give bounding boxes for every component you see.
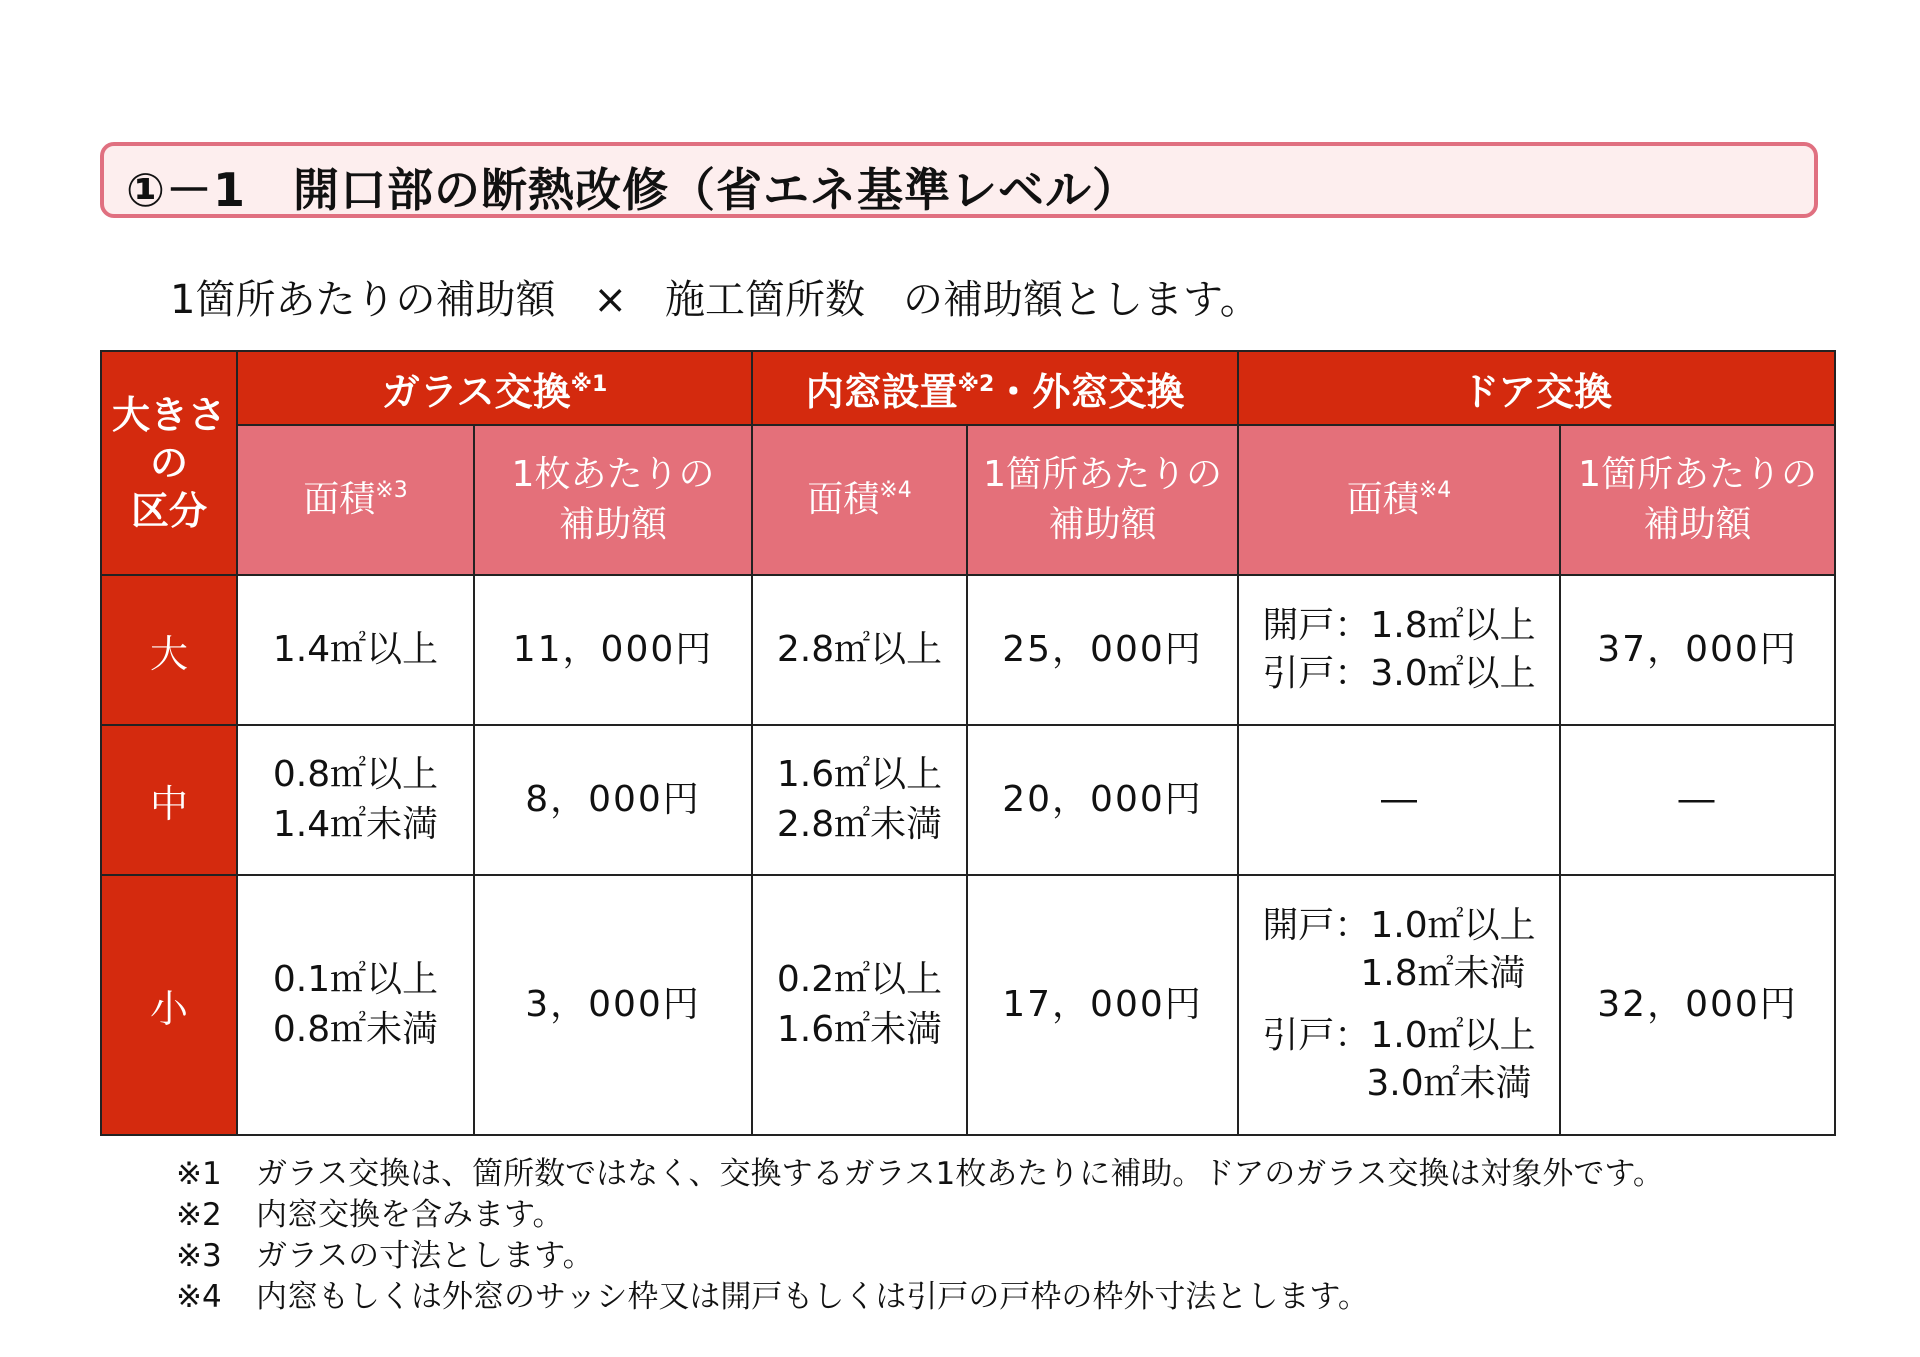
size-category-header: 大きさ の 区分	[101, 351, 237, 575]
subtitle-part1: 1箇所あたりの補助額	[170, 277, 556, 323]
footnote: ※3 ガラスの寸法とします。	[176, 1238, 594, 1274]
size-label-small: 小	[101, 875, 237, 1135]
size-label-medium: 中	[101, 725, 237, 875]
group-header-door: ドア交換	[1238, 351, 1835, 425]
subsidy-table	[100, 350, 1836, 1136]
glass-area-cell: 0.1㎡以上 0.8㎡未満	[237, 875, 474, 1135]
subheader-window-amount: 1箇所あたりの 補助額	[967, 425, 1238, 575]
door-area-cell: 開戸：1.8㎡以上 引戸：3.0㎡以上	[1238, 575, 1560, 725]
subheader-window-area: 面積$^{※4}$	[752, 425, 967, 575]
footnote: ※4 内窓もしくは外窓のサッシ枠又は開戸もしくは引戸の戸枠の枠外寸法とします。	[176, 1279, 1369, 1315]
table-row	[101, 875, 1835, 1135]
size-label-large: 大	[101, 575, 237, 725]
glass-area-cell: 1.4㎡以上	[237, 575, 474, 725]
window-area-cell: 2.8㎡以上	[752, 575, 967, 725]
footnote: ※1 ガラス交換は、箇所数ではなく、交換するガラス1枚あたりに補助。ドアのガラス交換は対象外です。	[176, 1156, 1664, 1192]
window-amount-cell: 25，000円	[967, 575, 1238, 725]
page-title: ①－1 開口部の断熱改修（省エネ基準レベル）	[126, 163, 1139, 217]
window-amount-cell: 20，000円	[967, 725, 1238, 875]
door-amount-cell: ―	[1560, 725, 1835, 875]
subheader-glass-amount: 1枚あたりの 補助額	[474, 425, 752, 575]
table-row	[101, 725, 1835, 875]
group-header-window: 内窓設置$^{※2}$・外窓交換	[752, 351, 1238, 425]
subheader-door-amount: 1箇所あたりの 補助額	[1560, 425, 1835, 575]
glass-area-cell: 0.8㎡以上 1.4㎡未満	[237, 725, 474, 875]
door-amount-cell: 37，000円	[1560, 575, 1835, 725]
subtitle-times: ×	[593, 277, 627, 323]
subheader-door-area: 面積$^{※4}$	[1238, 425, 1560, 575]
window-area-cell: 0.2㎡以上 1.6㎡未満	[752, 875, 967, 1135]
table-row	[101, 575, 1835, 725]
window-area-cell: 1.6㎡以上 2.8㎡未満	[752, 725, 967, 875]
glass-amount-cell: 8，000円	[474, 725, 752, 875]
door-amount-cell: 32，000円	[1560, 875, 1835, 1135]
footnotes	[176, 1154, 1664, 1318]
door-area-cell: 開戸：1.0㎡以上 1.8㎡未満 引戸：1.0㎡以上 3.0㎡未満	[1238, 875, 1560, 1135]
group-header-glass: ガラス交換$^{※1}$	[237, 351, 752, 425]
subheader-glass-area: 面積$^{※3}$	[237, 425, 474, 575]
title-banner	[100, 142, 1818, 218]
glass-amount-cell: 3，000円	[474, 875, 752, 1135]
subtitle	[170, 268, 1260, 325]
window-amount-cell: 17，000円	[967, 875, 1238, 1135]
footnote: ※2 内窓交換を含みます。	[176, 1197, 564, 1233]
subtitle-part2: 施工箇所数	[664, 277, 865, 323]
glass-amount-cell: 11，000円	[474, 575, 752, 725]
door-area-cell: ―	[1238, 725, 1560, 875]
subtitle-part3: の補助額とします。	[902, 277, 1260, 323]
